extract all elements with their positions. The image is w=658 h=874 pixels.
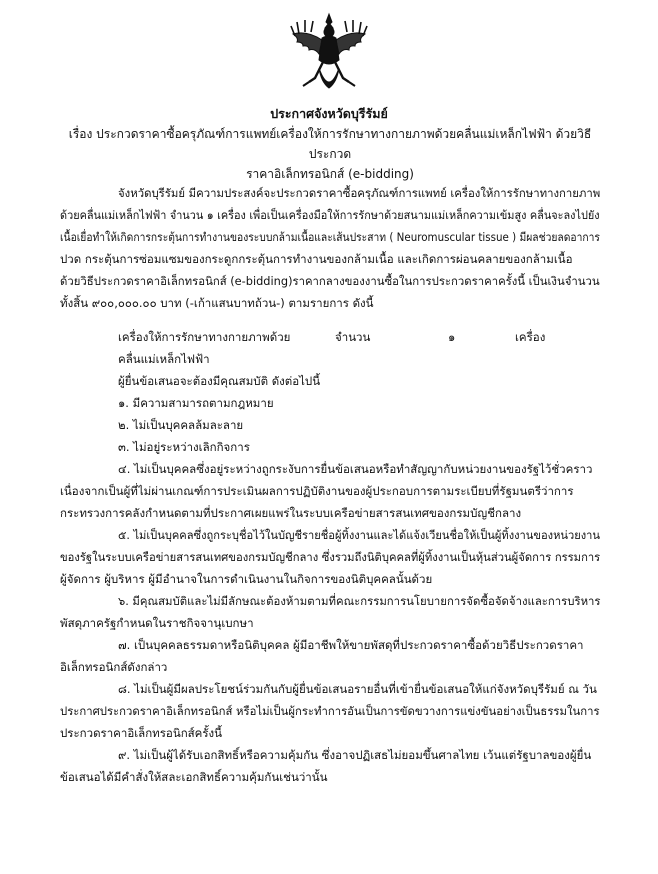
- qualification-line: ของรัฐในระบบเครือข่ายสารสนเทศของกรมบัญชีกลาง ซึ่งรวมถึงนิติบุคคลที่ผู้ทิ้งงานเป็นหุ้นส่วนผู้จัดการ กรรมการ: [60, 550, 601, 564]
- qualification-line: ๖. มีคุณสมบัติและไม่มีลักษณะต้องห้ามตามที่คณะกรรมการนโยบายการจัดซื้อจัดจ้างและการบริหาร: [118, 594, 601, 608]
- qualification-line: ๒. ไม่เป็นบุคคลล้มละลาย: [118, 418, 244, 432]
- qualification-line: ประกาศประกวดราคาอิเล็กทรอนิกส์ หรือไม่เป็นผู้กระทำการอันเป็นการขัดขวางการแข่งขันอย่างเป็นธรรมในการ: [60, 704, 600, 718]
- item-unit: เครื่อง: [515, 330, 546, 344]
- intro-line: ด้วยคลื่นแม่เหล็กไฟฟ้า จำนวน ๑ เครื่อง เพื่อเป็นเครื่องมือให้การรักษาด้วยสนามแม่เหล็กความเข้มสูง คลื่นจะลงไปยัง: [60, 208, 600, 222]
- garuda-emblem-icon: [289, 12, 369, 98]
- qualification-line: ๗. เป็นบุคคลธรรมดาหรือนิติบุคคล ผู้มีอาชีพให้ขายพัสดุที่ประกวดราคาซื้อด้วยวิธีประกวดราคา: [118, 638, 584, 652]
- intro-line: ปวด กระตุ้นการซ่อมแซมของกระดูกกระตุ้นการทำงานของกล้ามเนื้อ และเกิดการผ่อนคลายของกล้ามเนื้อ: [60, 252, 573, 266]
- item-qty-label: จำนวน: [335, 330, 371, 344]
- qualification-line: ประกวดราคาอิเล็กทรอนิกส์ครั้งนี้: [60, 726, 223, 740]
- qualification-line: กระทรวงการคลังกำหนดตามที่ประกาศเผยแพร่ในระบบเครือข่ายสารสนเทศของกรมบัญชีกลาง: [60, 506, 522, 520]
- qualifications-heading: ผู้ยื่นข้อเสนอจะต้องมีคุณสมบัติ ดังต่อไปนี้: [118, 374, 321, 388]
- qualification-line: ๓. ไม่อยู่ระหว่างเลิกกิจการ: [118, 440, 250, 454]
- intro-line: ทั้งสิ้น ๙๐๐,๐๐๐.๐๐ บาท (-เก้าแสนบาทถ้วน-) ตามรายการ ดังนี้: [60, 296, 374, 310]
- intro-line: จังหวัดบุรีรัมย์ มีความประสงค์จะประกวดราคาซื้อครุภัณฑ์การแพทย์ เครื่องให้การรักษาทางกายภาพ: [118, 186, 601, 200]
- qualification-line: ๙. ไม่เป็นผู้ได้รับเอกสิทธิ์หรือความคุ้มกัน ซึ่งอาจปฏิเสธไม่ยอมขึ้นศาลไทย เว้นแต่รัฐบาลของผู้ยื่น: [118, 748, 592, 762]
- qualification-line: อิเล็กทรอนิกส์ดังกล่าว: [60, 660, 168, 674]
- qualification-line: ๑. มีความสามารถตามกฎหมาย: [118, 396, 274, 410]
- qualification-line: เนื่องจากเป็นผู้ที่ไม่ผ่านเกณฑ์การประเมินผลการปฏิบัติงานของผู้ประกอบการตามระเบียบที่รัฐมนตรีว่าการ: [60, 484, 574, 498]
- subject-line-2: ราคาอิเล็กทรอนิกส์ (e-bidding): [246, 167, 414, 181]
- item-name-line-1: เครื่องให้การรักษาทางกายภาพด้วย: [118, 330, 291, 344]
- qualification-line: พัสดุภาครัฐกำหนดในราชกิจจานุเบกษา: [60, 616, 254, 630]
- item-qty: ๑: [448, 330, 456, 344]
- item-name-line-2: คลื่นแม่เหล็กไฟฟ้า: [118, 352, 210, 366]
- qualification-line: ๕. ไม่เป็นบุคคลซึ่งถูกระบุชื่อไว้ในบัญชีรายชื่อผู้ทิ้งงานและได้แจ้งเวียนชื่อให้เป็นผู้ทิ้งงานของหน่วยงาน: [118, 528, 600, 542]
- subject-line-1: เรื่อง ประกวดราคาซื้อครุภัณฑ์การแพทย์เครื่องให้การรักษาทางกายภาพด้วยคลื่นแม่เหล็กไฟฟ้า ด้วยวิธีประกวด: [68, 127, 592, 161]
- page-title: ประกาศจังหวัดบุรีรัมย์: [270, 106, 388, 121]
- qualification-line: ๔. ไม่เป็นบุคคลซึ่งอยู่ระหว่างถูกระงับการยื่นข้อเสนอหรือทำสัญญากับหน่วยงานของรัฐไว้ชั่วคราว: [118, 462, 593, 476]
- subject-line: [62, 124, 598, 184]
- intro-line: ด้วยวิธีประกวดราคาอิเล็กทรอนิกส์ (e-bidding)ราคากลางของงานซื้อในการประกวดราคาครั้งนี้ เป็นเงินจำนวน: [60, 274, 600, 288]
- qualification-line: ข้อเสนอได้มีคำสั่งให้สละเอกสิทธิ์ความคุ้มกันเช่นว่านั้น: [60, 770, 328, 784]
- intro-line: เนื้อเยื่อทำให้เกิดการกระตุ้นการทำงานของระบบกล้ามเนื้อและเส้นประสาท ( Neuromuscular tissue ) มีผลช่วยลดอาการ: [60, 230, 600, 244]
- qualification-line: ๘. ไม่เป็นผู้มีผลประโยชน์ร่วมกันกับผู้ยื่นข้อเสนอรายอื่นที่เข้ายื่นข้อเสนอให้แก่จังหวัดบุรีรัมย์ ณ วัน: [118, 682, 597, 696]
- qualification-line: ผู้จัดการ ผู้บริหาร ผู้มีอำนาจในการดำเนินงานในกิจการของนิติบุคคลนั้นด้วย: [60, 572, 433, 586]
